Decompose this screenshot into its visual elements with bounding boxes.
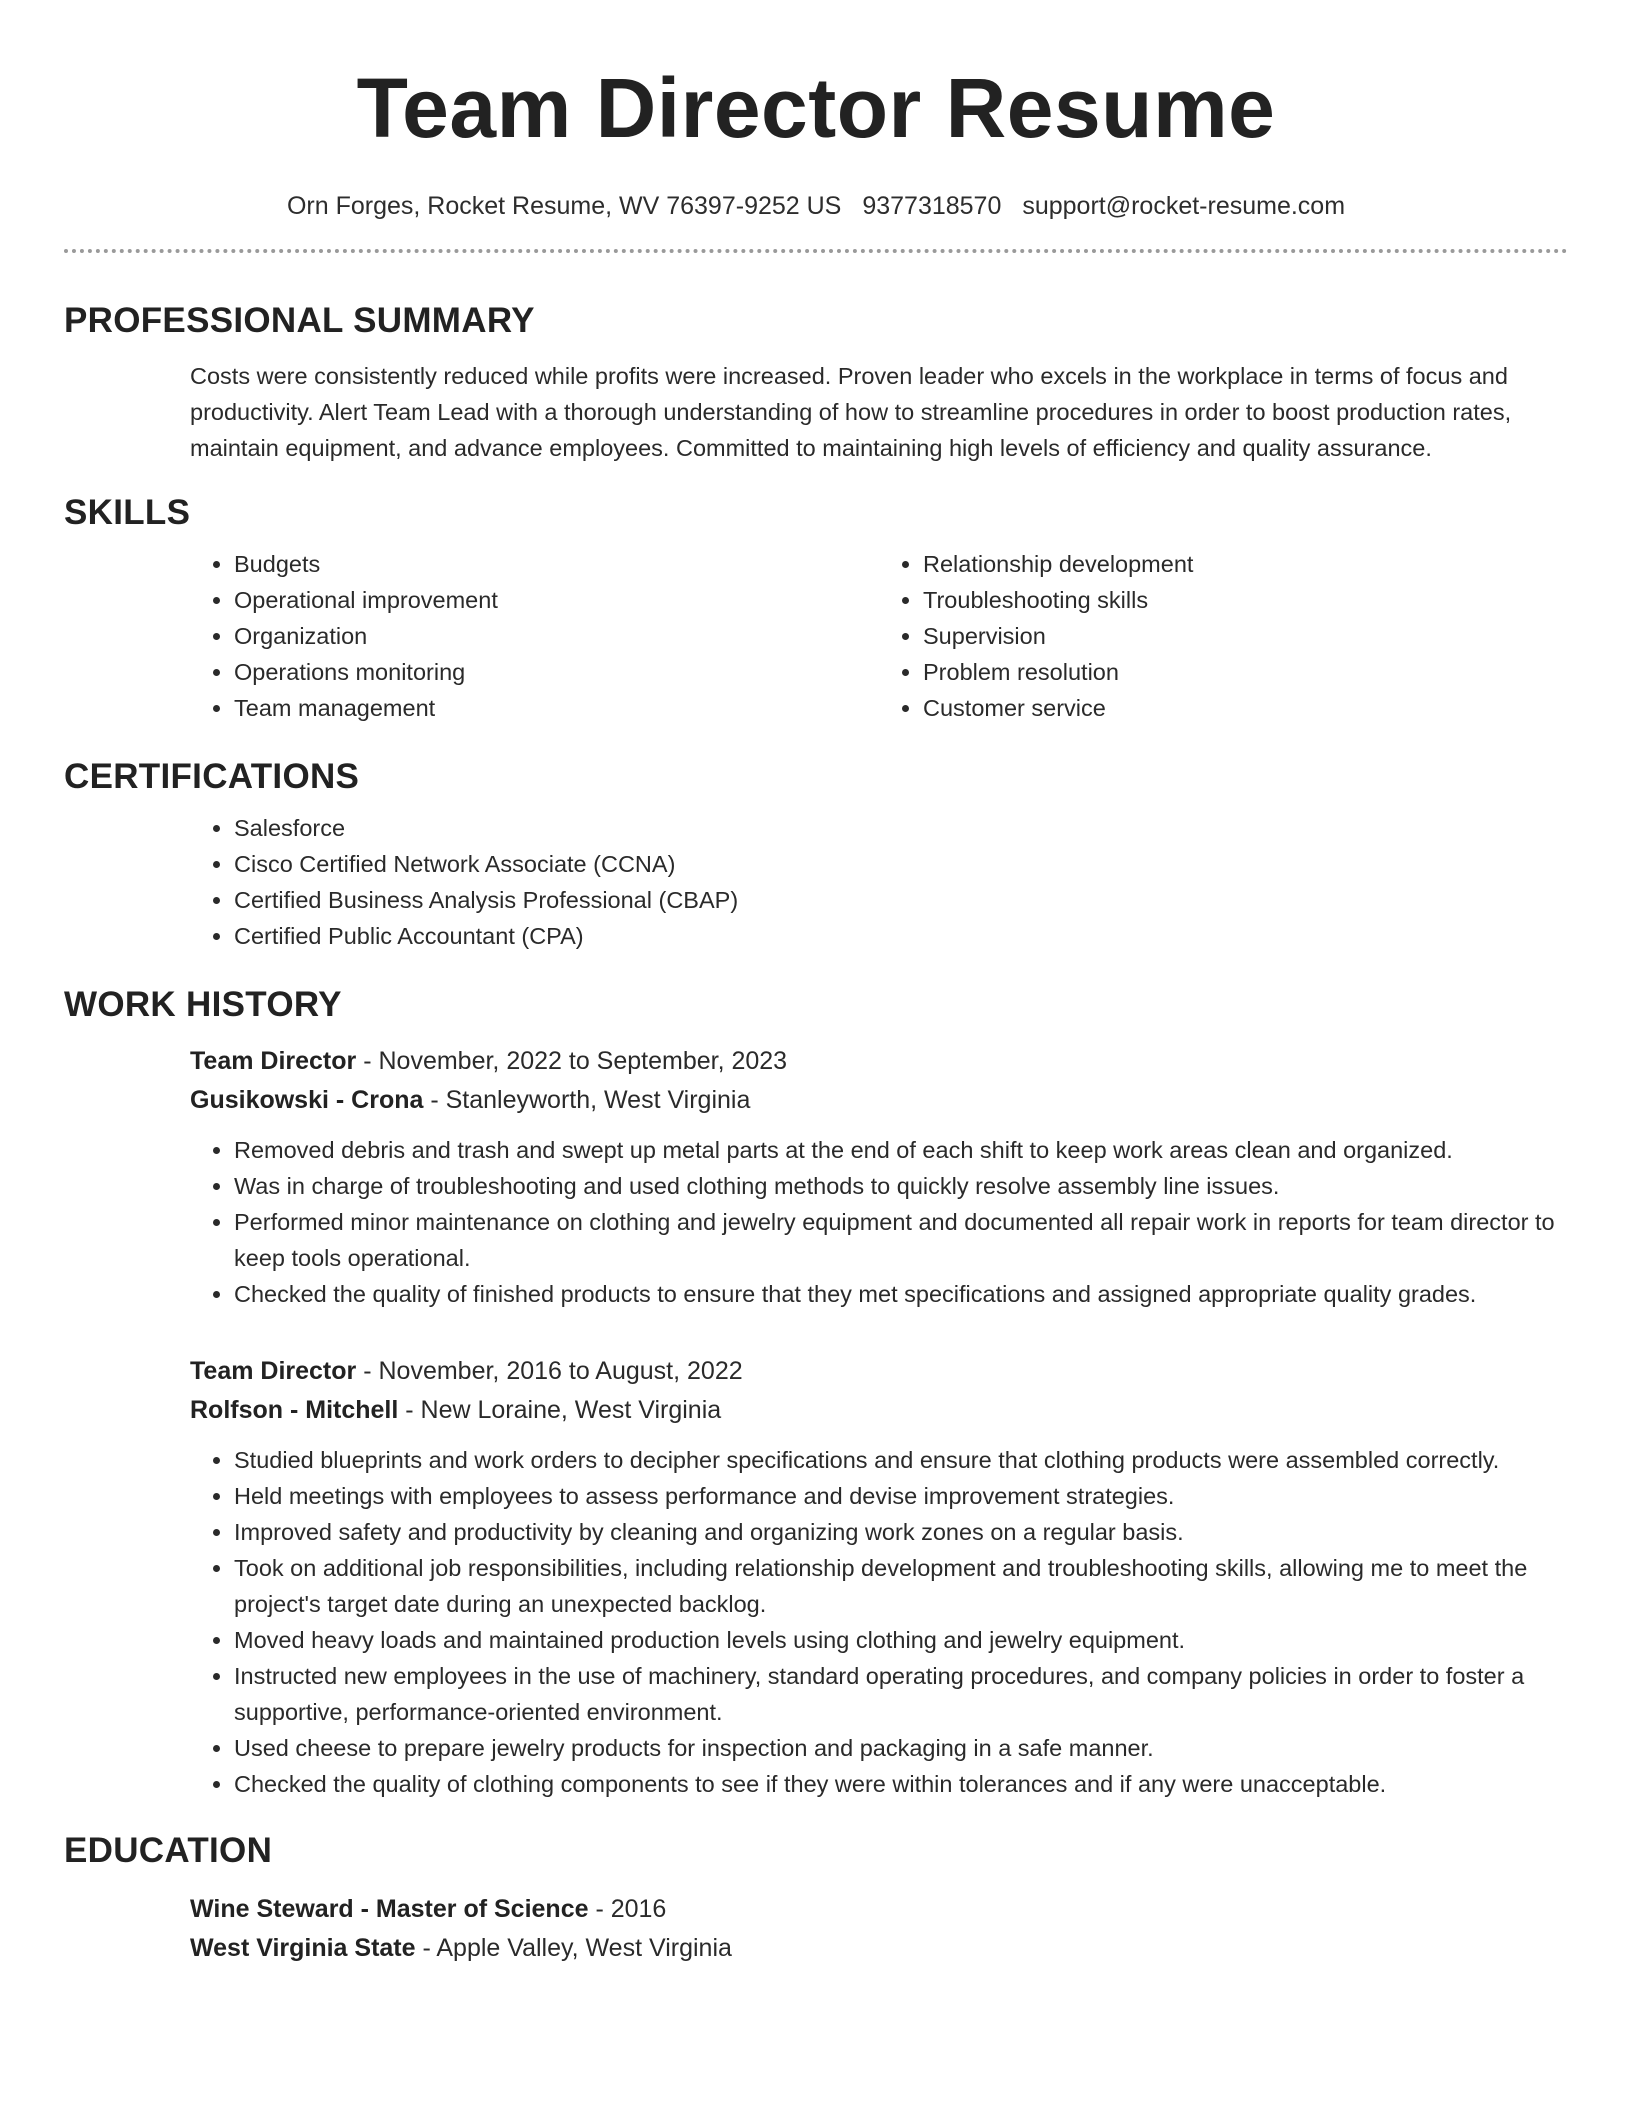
- job-dates: - November, 2022 to September, 2023: [356, 1047, 788, 1075]
- education-location: - Apple Valley, West Virginia: [415, 1934, 732, 1962]
- summary-section: [64, 296, 1568, 466]
- skill-item: • Supervision: [923, 618, 1568, 654]
- job-company-line: [190, 1081, 1568, 1120]
- skills-columns: [190, 546, 1568, 726]
- work-history-heading: WORK HISTORY: [64, 985, 342, 1024]
- work-history-section: [64, 980, 1568, 1802]
- resume-title: Team Director Resume: [356, 61, 1276, 155]
- job-title-line: [190, 1352, 1568, 1391]
- skill-item: • Operations monitoring: [234, 654, 879, 690]
- contact-address: Orn Forges, Rocket Resume, WV 76397-9252 US: [286, 192, 842, 220]
- skill-item: • Budgets: [234, 546, 879, 582]
- certifications-section: [64, 752, 1568, 954]
- summary-text: Costs were consistently reduced while profits were increased. Proven leader who excels in the workplace in terms of focus and productivity. Alert Team Lead with a thorough understanding of how to streamline procedures in order to boost production rates, maintain equipment, and advance employees. Committed to maintaining high levels of efficiency and quality assurance.: [190, 363, 1512, 461]
- skills-heading: SKILLS: [64, 493, 191, 532]
- summary-heading: PROFESSIONAL SUMMARY: [64, 301, 535, 340]
- skill-item: • Relationship development: [923, 546, 1568, 582]
- job-company-line: [190, 1391, 1568, 1430]
- job-bullet: • Studied blueprints and work orders to decipher specifications and ensure that clothing products were assembled correctly.: [234, 1442, 1568, 1478]
- certification-item: • Certified Public Accountant (CPA): [234, 918, 1568, 954]
- skills-list-left: [190, 546, 879, 726]
- education-degree: Wine Steward - Master of Science: [190, 1895, 589, 1923]
- skill-item: • Organization: [234, 618, 879, 654]
- education-year: - 2016: [588, 1895, 667, 1923]
- job-entry: [64, 1352, 1568, 1802]
- job-bullet: • Held meetings with employees to assess performance and devise improvement strategies.: [234, 1478, 1568, 1514]
- job-location: - New Loraine, West Virginia: [398, 1396, 722, 1424]
- job-bullet: • Improved safety and productivity by cleaning and organizing work zones on a regular basis.: [234, 1514, 1568, 1550]
- job-company: Gusikowski - Crona: [190, 1086, 424, 1114]
- education-school: West Virginia State: [190, 1934, 416, 1962]
- certifications-heading: CERTIFICATIONS: [64, 757, 360, 796]
- certification-item: • Salesforce: [234, 810, 1568, 846]
- job-bullet: • Used cheese to prepare jewelry products for inspection and packaging in a safe manner.: [234, 1730, 1568, 1766]
- job-bullet: • Took on additional job responsibilities, including relationship development and troubleshooting skills, allowing me to meet the project's target date during an unexpected backlog.: [234, 1550, 1568, 1622]
- job-title: Team Director: [190, 1357, 357, 1385]
- job-bullets: [190, 1442, 1568, 1802]
- certification-item: • Certified Business Analysis Professional (CBAP): [234, 882, 1568, 918]
- job-bullet: • Was in charge of troubleshooting and used clothing methods to quickly resolve assembly line issues.: [234, 1168, 1568, 1204]
- header-divider: [64, 249, 1568, 253]
- certifications-list: [190, 810, 1568, 954]
- job-bullet: • Performed minor maintenance on clothing and jewelry equipment and documented all repair work in reports for team director to keep tools operational.: [234, 1204, 1568, 1276]
- education-entry: [64, 1890, 1568, 1968]
- skill-item: • Problem resolution: [923, 654, 1568, 690]
- skill-item: • Operational improvement: [234, 582, 879, 618]
- job-dates: - November, 2016 to August, 2022: [356, 1357, 743, 1385]
- skill-item: • Customer service: [923, 690, 1568, 726]
- resume-content: [64, 296, 1568, 1968]
- job-bullet: • Instructed new employees in the use of machinery, standard operating procedures, and company policies in order to foster a supportive, performance-oriented environment.: [234, 1658, 1568, 1730]
- contact-line: [0, 186, 1632, 226]
- contact-phone: 9377318570: [862, 192, 1002, 220]
- job-spacer: [64, 1312, 1568, 1340]
- job-entry: [64, 1042, 1568, 1312]
- job-bullet: • Moved heavy loads and maintained production levels using clothing and jewelry equipment.: [234, 1622, 1568, 1658]
- contact-email: support@rocket-resume.com: [1022, 192, 1346, 220]
- certification-item: • Cisco Certified Network Associate (CCNA): [234, 846, 1568, 882]
- skill-item: • Troubleshooting skills: [923, 582, 1568, 618]
- education-school-line: [190, 1929, 1568, 1968]
- job-bullet: • Checked the quality of clothing components to see if they were within tolerances and if any were unacceptable.: [234, 1766, 1568, 1802]
- skills-section: [64, 488, 1568, 726]
- skills-list-right: [879, 546, 1568, 726]
- job-bullet: • Checked the quality of finished products to ensure that they met specifications and assigned appropriate quality grades.: [234, 1276, 1568, 1312]
- job-bullet: • Removed debris and trash and swept up metal parts at the end of each shift to keep work areas clean and organized.: [234, 1132, 1568, 1168]
- education-degree-line: [190, 1890, 1568, 1929]
- education-section: [64, 1826, 1568, 1968]
- job-bullets: [190, 1132, 1568, 1312]
- job-title: Team Director: [190, 1047, 357, 1075]
- job-company: Rolfson - Mitchell: [190, 1396, 399, 1424]
- job-title-line: [190, 1042, 1568, 1081]
- job-location: - Stanleyworth, West Virginia: [423, 1086, 751, 1114]
- skill-item: • Team management: [234, 690, 879, 726]
- education-heading: EDUCATION: [64, 1831, 273, 1870]
